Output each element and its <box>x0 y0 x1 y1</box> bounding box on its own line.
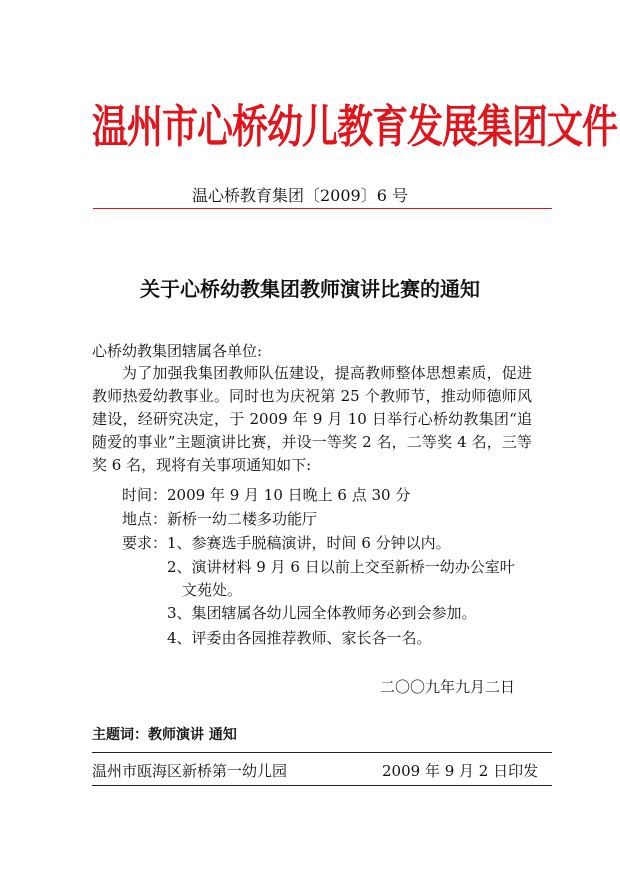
salutation: 心桥幼教集团辖属各单位: <box>92 342 263 360</box>
footer-print-date: 2009 年 9 月 2 日印发 <box>382 762 539 780</box>
requirement-item: 3、集团辖属各幼儿园全体教师务必到会参加。 <box>167 604 477 622</box>
footer-organization: 温州市瓯海区新桥第一幼儿园 <box>92 762 288 780</box>
requirement-item: 1、参赛选手脱稿演讲，时间 6 分钟以内。 <box>167 534 451 552</box>
header-divider <box>93 208 552 209</box>
time-line: 时间：2009 年 9 月 10 日晚上 6 点 30 分 <box>122 486 411 504</box>
footer-bottom-rule <box>92 785 552 786</box>
requirement-item: 4、评委由各园推荐教师、家长各一名。 <box>167 629 432 647</box>
document-number: 温心桥教育集团〔2009〕6 号 <box>192 186 408 205</box>
subject-keywords: 主题词：教师演讲 通知 <box>92 727 237 743</box>
issue-date: 二〇〇九年九月二日 <box>380 678 516 696</box>
requirements-label: 要求： <box>122 534 168 552</box>
body-paragraph-text: 为了加强我集团教师队伍建设，提高教师整体思想素质，促进教师热爱幼教事业。同时也为庆祝第 25 个教师节，推动师德师风建设，经研究决定，于 2009 年 9 月 10 日举行心桥幼教集团“追随爱的事业”主题演讲比赛，并设一等奖 2 名，二等奖 4 名，三等奖 6 名，现将有关事项通知如下: <box>92 364 532 474</box>
footer-top-rule <box>92 752 552 753</box>
notice-title: 关于心桥幼教集团教师演讲比赛的通知 <box>140 277 480 301</box>
place-line: 地点：新桥一幼二楼多功能厅 <box>122 510 318 528</box>
document-header-title: 温州市心桥幼儿教育发展集团文件 <box>92 100 618 154</box>
body-paragraph <box>92 362 532 477</box>
requirement-item: 2、演讲材料 9 月 6 日以前上交至新桥一幼办公室叶 <box>167 558 515 576</box>
requirement-item-continued: 文苑处。 <box>182 581 243 599</box>
